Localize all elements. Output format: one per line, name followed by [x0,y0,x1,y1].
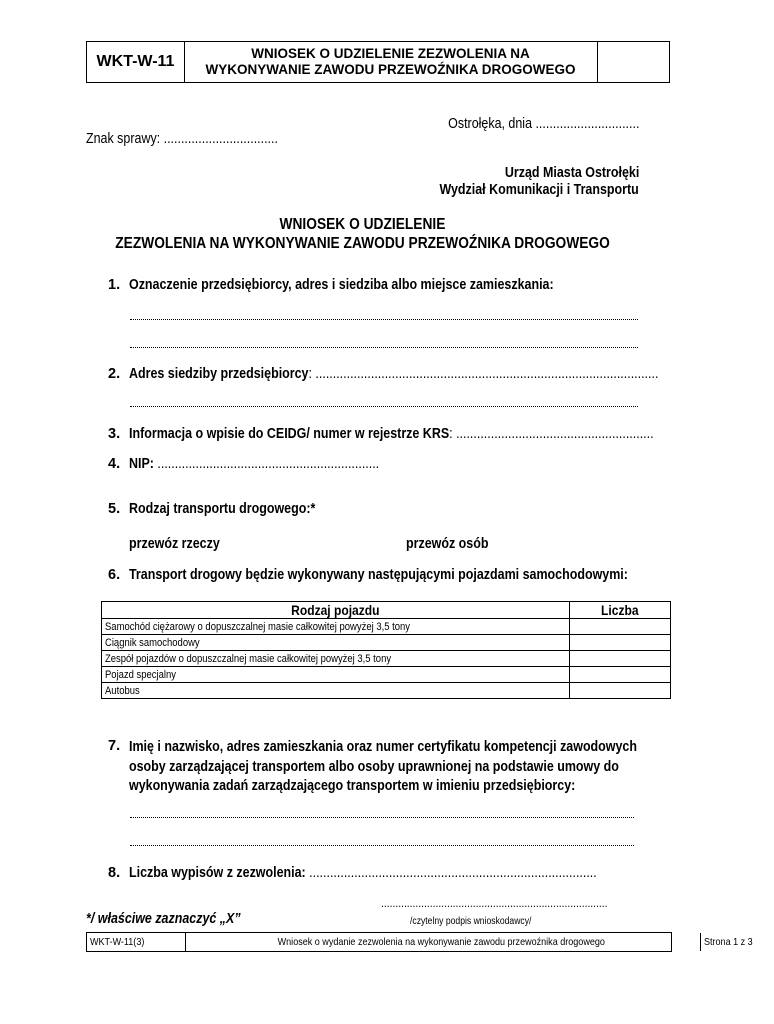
case-number-text: Znak sprawy: ................................. [86,131,278,147]
vehicle-count-cell[interactable] [570,619,671,635]
form-code: WKT-W-11 [87,42,185,82]
section-2-field[interactable]: : ................................................................................................... [308,366,659,382]
option-passengers-label: przewóz osób [406,536,489,552]
section-3-label: Informacja o wpisie do CEIDG/ numer w rejestrze KRS: ......................................................... [129,426,654,442]
form-header-title [184,42,598,82]
vehicle-type-cell: Zespół pojazdów o dopuszczalnej masie całkowitej powyżej 3,5 tony [102,651,570,667]
section-4-number: 4. [108,456,121,472]
form-header-title-line2: WYKONYWANIE ZAWODU PRZEWOŹNIKA DROGOWEGO [205,62,576,77]
signature-caption: /czytelny podpis wnioskodawcy/ [410,916,532,927]
signature-line[interactable]: ............................................................................... [381,896,608,910]
column-header-count: Liczba [570,602,671,619]
table-row [102,667,671,683]
column-header-vehicle-type: Rodzaj pojazdu [102,602,570,619]
section-2-label: Adres siedziby przedsiębiorcy: ................................................................................................... [129,366,659,382]
main-title-line1: WNIOSEK O UDZIELENIE [279,216,446,233]
vehicle-count-cell[interactable] [570,667,671,683]
place-date-text: Ostrołęka, dnia .............................. [447,116,639,132]
footer-title: Wniosek o wydanie zezwolenia na wykonywanie zawodu przewoźnika drogowego [182,933,701,951]
section-1-number: 1. [108,277,121,293]
vehicle-type-cell: Samochód ciężarowy o dopuszczalnej masie całkowitej powyżej 3,5 tony [102,619,570,635]
addressee [407,165,639,198]
vehicle-count-cell[interactable] [570,635,671,651]
footer-code: WKT-W-11(3) [87,933,186,951]
form-header [86,41,670,83]
section-3-number: 3. [108,426,121,442]
section-2-field-line2[interactable] [130,405,638,407]
section-7-field-line2[interactable] [130,844,634,846]
section-4-label: NIP: ................................................................ [129,456,380,472]
main-title-line2: ZEZWOLENIA NA WYKONYWANIE ZAWODU PRZEWOŹNIKA DROGOWEGO [115,235,610,252]
form-header-empty-cell [598,42,669,82]
section-1-field-line2[interactable] [130,346,638,348]
addressee-line2: Wydział Komunikacji i Transportu [439,182,639,198]
section-5-label: Rodzaj transportu drogowego:* [129,501,316,517]
vehicle-type-cell: Autobus [102,683,570,699]
option-passenger-transport[interactable] [406,536,502,552]
section-1-label: Oznaczenie przedsiębiorcy, adres i siedziba albo miejsce zamieszkania: [129,277,554,293]
section-7-field-line1[interactable] [130,816,634,818]
case-number [86,131,309,147]
vehicle-count-cell[interactable] [570,683,671,699]
option-goods-transport[interactable] [129,536,235,552]
vehicle-type-cell: Pojazd specjalny [102,667,570,683]
place-date [417,116,639,132]
table-row [102,683,671,699]
section-4-field[interactable]: ................................................................ [153,456,380,472]
vehicles-table-header [102,602,671,619]
footer-page-number: Strona 1 z 3 [704,936,753,948]
section-8-label: Liczba wypisów z zezwolenia: ................................................................................... [129,865,597,881]
section-6-label: Transport drogowy będzie wykonywany następującymi pojazdami samochodowymi: [129,567,628,583]
section-6-number: 6. [108,567,121,583]
footnote: */ właściwe zaznaczyć „X” [86,911,241,927]
table-row [102,651,671,667]
vehicles-table [101,601,671,699]
section-7-label: Imię i nazwisko, adres zamieszkania oraz numer certyfikatu kompetencji zawodowych osoby zarządzającej transportem albo osoby uprawnionej na podstawie umowy do wykonywania zadań zarządzającego transportem w imieniu przedsiębiorcy: [129,739,637,794]
main-title [0,215,725,253]
table-row [102,619,671,635]
section-3-field[interactable]: : ......................................................... [449,426,654,442]
section-1-field-line1[interactable] [130,318,638,320]
addressee-line1: Urząd Miasta Ostrołęki [504,165,639,181]
option-goods-label: przewóz rzeczy [129,536,220,552]
section-5-number: 5. [108,501,121,517]
page-footer [86,932,753,952]
vehicle-type-cell: Ciągnik samochodowy [102,635,570,651]
section-7-number: 7. [108,738,121,754]
section-8-number: 8. [108,865,121,881]
table-row [102,635,671,651]
vehicle-count-cell[interactable] [570,651,671,667]
section-8-field[interactable]: ................................................................................... [305,865,597,881]
section-2-number: 2. [108,366,121,382]
form-header-title-line1: WNIOSEK O UDZIELENIE ZEZWOLENIA NA [251,46,530,61]
